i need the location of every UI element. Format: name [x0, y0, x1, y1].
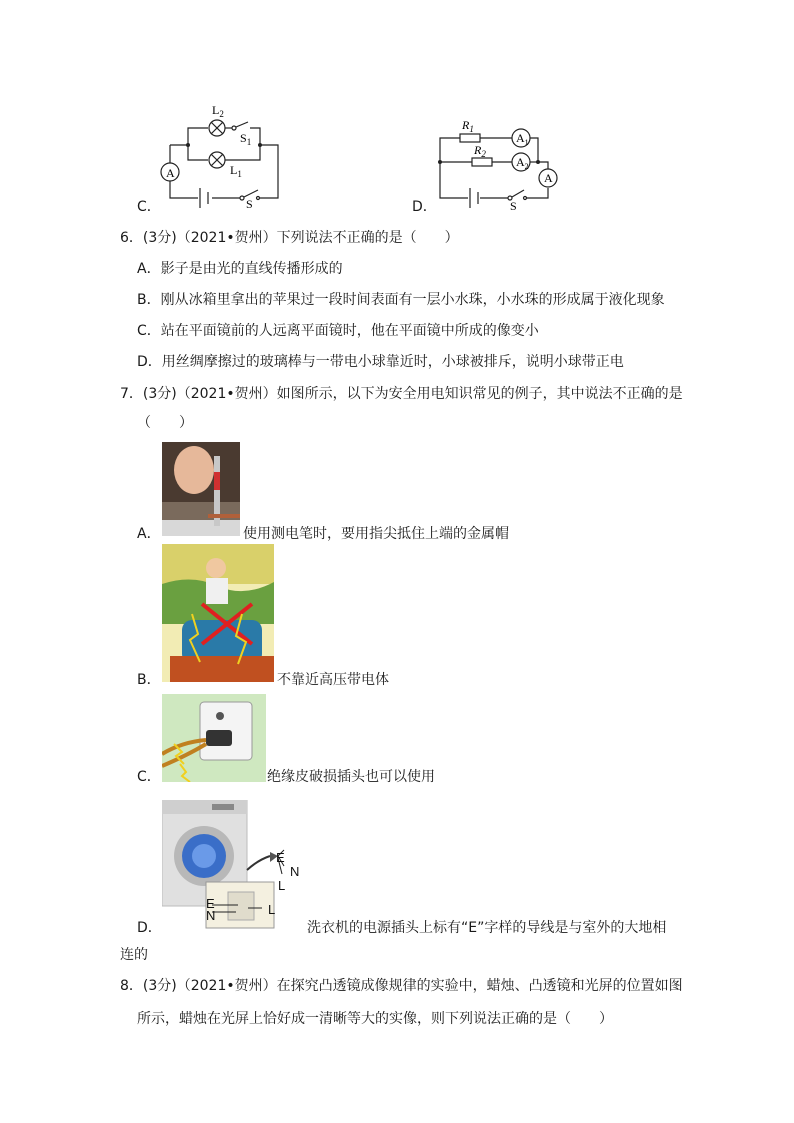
resistor-r1-label: $R_1$ [462, 118, 474, 134]
question-7-option-d-text: 洗衣机的电源插头上标有“E”字样的导线是与室外的大地相 [307, 920, 667, 936]
switch-s-label: S [510, 199, 517, 212]
damaged-plug-illustration [162, 694, 266, 782]
ammeter-a2-label: $A_2$ [516, 155, 529, 171]
washing-machine-illustration [162, 800, 307, 930]
ammeter-a-label: A [544, 171, 553, 185]
question-6-option-b: B．刚从冰箱里拿出的苹果过一段时间表面有一层小水珠，小水珠的形成属于液化现象 [137, 292, 665, 308]
circuit-c-drawing [150, 100, 290, 210]
circuit-d-drawing [430, 112, 570, 212]
question-7-option-a-text: 使用测电笔时，要用指尖抵住上端的金属帽 [243, 526, 509, 542]
question-6-option-a: A．影子是由光的直线传播形成的 [137, 261, 343, 277]
question-7-stem: 7．(3分)（2021•贺州）如图所示，以下为安全用电知识常见的例子，其中说法不正确的是 [120, 386, 683, 402]
socket-n-label: N [206, 908, 216, 923]
high-voltage-cartoon [162, 544, 274, 682]
switch-s-label: S [246, 197, 253, 210]
question-6-option-d: D．用丝绸摩擦过的玻璃棒与一带电小球靠近时，小球被排斥，说明小球带正电 [137, 354, 624, 370]
question-7-option-d-text-cont: 连的 [120, 947, 148, 963]
socket-l-label: L [268, 902, 276, 917]
washing-machine-diagram [162, 800, 307, 930]
question-7-option-c-text: 绝缘皮破损插头也可以使用 [267, 769, 435, 785]
plug-e-label: E [276, 850, 285, 865]
high-voltage-illustration [162, 544, 274, 682]
circuit-diagram-c [150, 100, 290, 210]
question-7-option-c-letter: C． [137, 769, 161, 785]
test-pen-photo [162, 442, 240, 536]
switch-s1-label: $S_1$ [240, 131, 252, 147]
option-d-letter: D． [412, 199, 437, 215]
question-7-option-d-letter: D． [137, 920, 162, 936]
lamp-l1-label: $L_1$ [230, 163, 242, 179]
lamp-l2-label: $L_2$ [212, 103, 224, 119]
resistor-r2-label: $R_2$ [474, 143, 486, 159]
option-c-letter: C． [137, 199, 161, 215]
question-7-option-b-text: 不靠近高压带电体 [277, 672, 389, 688]
question-6-stem: 6．(3分)（2021•贺州）下列说法不正确的是（ ） [120, 230, 459, 246]
question-6-option-c: C．站在平面镜前的人远离平面镜时，他在平面镜中所成的像变小 [137, 323, 539, 339]
ammeter-label: A [166, 166, 175, 180]
question-8-stem-cont: 所示，蜡烛在光屏上恰好成一清晰等大的实像，则下列说法正确的是（ ） [137, 1011, 613, 1027]
plug-n-label: N [290, 864, 300, 879]
plug-l-label: L [278, 878, 286, 893]
question-7-option-b-letter: B． [137, 672, 161, 688]
question-8-stem: 8．(3分)（2021•贺州）在探究凸透镜成像规律的实验中，蜡烛、凸透镜和光屏的位置如图 [120, 978, 683, 994]
test-pen-illustration [162, 442, 240, 536]
ammeter-a1-label: $A_1$ [516, 131, 529, 147]
circuit-diagram-d [430, 112, 570, 212]
socket-e-label: E [206, 896, 215, 911]
question-7-option-a-letter: A． [137, 526, 161, 542]
damaged-plug-photo [162, 694, 266, 782]
question-7-stem-cont: （ ） [137, 415, 193, 431]
